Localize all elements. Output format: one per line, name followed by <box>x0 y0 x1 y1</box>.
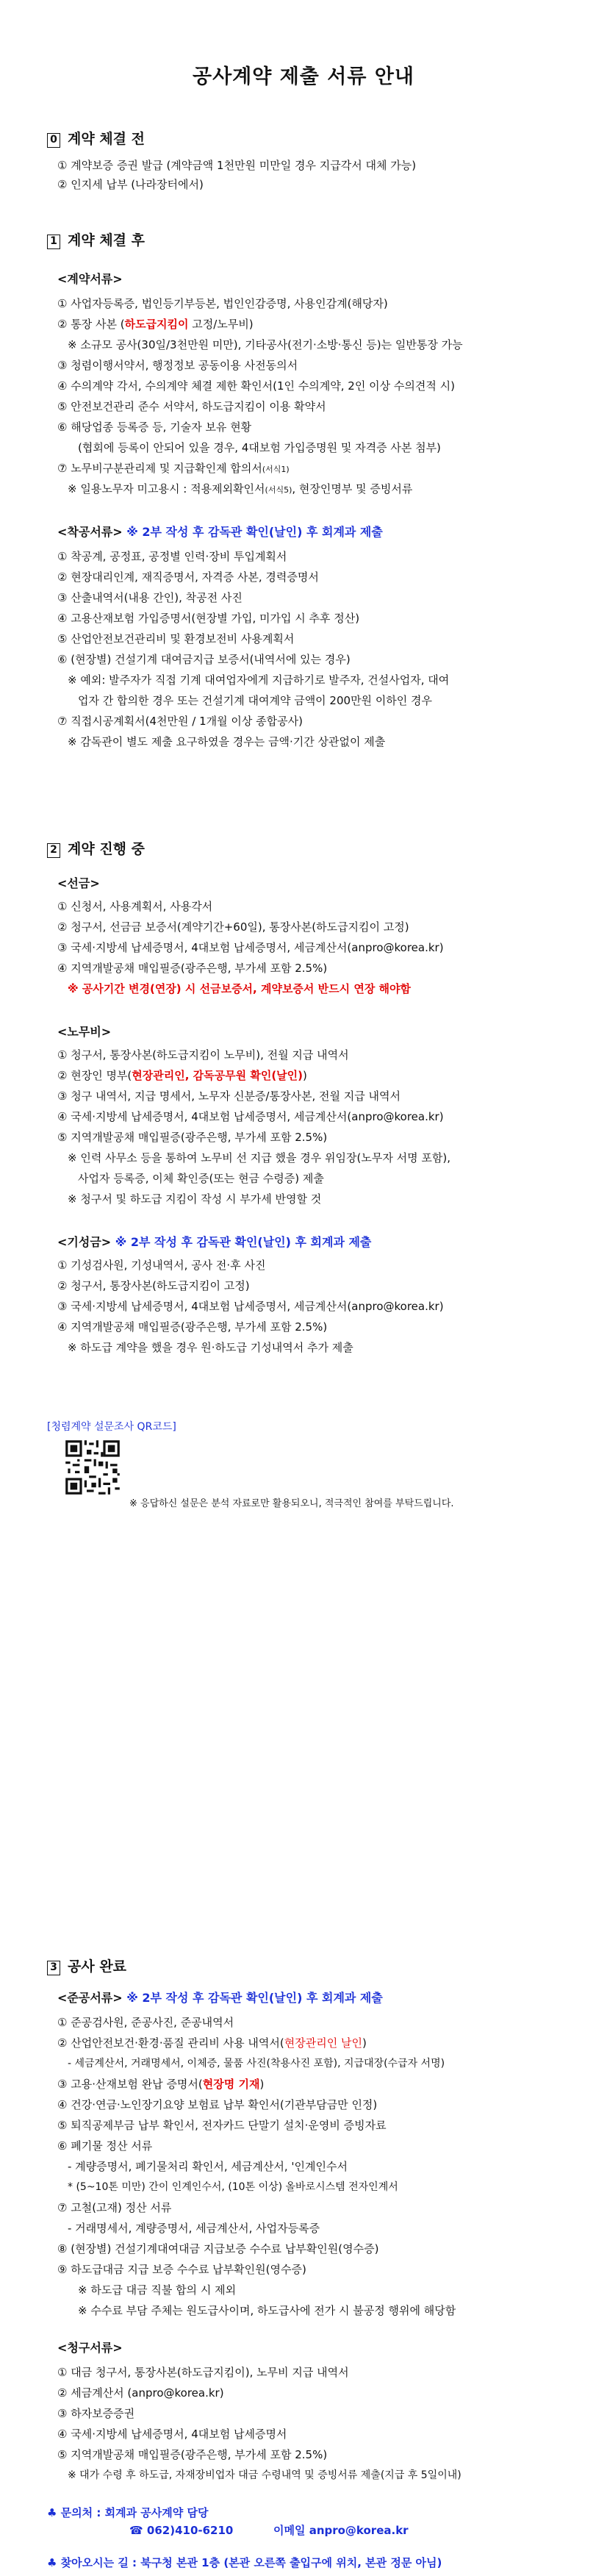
page-title: 공사계약 제출 서류 안내 <box>192 65 415 88</box>
list-item: ③ 청렴이행서약서, 행정정보 공동이용 사전동의서 <box>57 359 298 372</box>
location-info: ♣ 찾아오시는 길 : 북구청 본관 1층 (본관 오른쪽 출입구에 위치, 본관 정문 아님) <box>47 2556 442 2569</box>
note: ※ 예외: 발주자가 직접 기계 대여업자에게 지급하기로 발주자, 건설사업자, 대여 <box>68 673 450 687</box>
note: 업자 간 합의한 경우 또는 건설기계 대여계약 금액이 200만원 이하인 경우 <box>78 694 433 707</box>
list-item: ① 계약보증 증권 발급 (계약금액 1천만원 미만일 경우 지급각서 대체 가능) <box>57 159 417 172</box>
note: ※ 감독관이 별도 제출 요구하였을 경우는 금액·기간 상관없이 제출 <box>68 735 386 748</box>
section-1-number: 1 <box>47 235 60 249</box>
list-item: ⑥ 폐기물 정산 서류 <box>57 2139 153 2153</box>
list-item: ② 현장대리인계, 재직증명서, 자격증 사본, 경력증명서 <box>57 570 319 584</box>
list-item: ① 사업자등록증, 법인등기부등본, 법인인감증명, 사용인감계(해당자) <box>57 297 388 310</box>
list-item: ⑦ 노무비구분관리제 및 지급확인제 합의서(서식1) <box>57 462 290 475</box>
section-3-heading <box>47 1957 126 1976</box>
qr-label: [청렴계약 설문조사 QR코드] <box>47 1421 176 1433</box>
section-1-title: 계약 체결 후 <box>68 232 145 248</box>
list-item: ① 대금 청구서, 통장사본(하도급지킴이), 노무비 지급 내역서 <box>57 2366 349 2379</box>
list-item: ③ 국세·지방세 납세증명서, 4대보험 납세증명서, 세금계산서(anpro@korea.kr) <box>57 941 444 954</box>
warning-note: ※ 공사기간 변경(연장) 시 선금보증서, 계약보증서 반드시 연장 해야함 <box>68 982 412 995</box>
list-item: ② 인지세 납부 (나라장터에서) <box>57 178 204 191</box>
list-item-detail: - 세금계산서, 거래명세서, 이체증, 물품 사진(착용사진 포함), 지급대장(수급자 서명) <box>68 2058 445 2069</box>
qr-note: ※ 응답하신 설문은 분석 자료로만 활용되오니, 적극적인 참여를 부탁드립니다. <box>129 1498 454 1509</box>
list-item: ① 착공계, 공정표, 공정별 인력·장비 투입계획서 <box>57 550 287 563</box>
list-item-detail: * (5~10톤 미만) 간이 인계인수서, (10톤 이상) 올바로시스템 전자인계서 <box>68 2181 398 2193</box>
section-1-heading <box>47 231 145 250</box>
list-item: ⑦ 고철(고재) 정산 서류 <box>57 2201 172 2214</box>
list-item: ③ 청구 내역서, 지급 명세서, 노무자 신분증/통장사본, 전월 지급 내역서 <box>57 1090 401 1103</box>
list-item: ⑨ 하도급대금 지급 보증 수수료 납부확인원(영수증) <box>57 2263 306 2276</box>
note: ※ 일용노무자 미고용시 : 적용제외확인서(서식5), 현장인명부 및 증빙서류 <box>68 482 413 495</box>
list-item: ③ 국세·지방세 납세증명서, 4대보험 납세증명서, 세금계산서(anpro@korea.kr) <box>57 1300 444 1313</box>
note: ※ 하도급 대금 직불 합의 시 제외 <box>78 2283 237 2297</box>
list-item: ② 청구서, 통장사본(하도급지킴이 고정) <box>57 1279 250 1292</box>
contact-label: ♣ 문의처 : 회계과 공사계약 담당 <box>47 2506 209 2519</box>
section-0-title: 계약 체결 전 <box>68 131 145 147</box>
note: ※ 대가 수령 후 하도급, 자재장비업자 대금 수령내역 및 증빙서류 제출(지급 후 5일이내) <box>68 2469 461 2481</box>
note: ※ 수수료 부담 주체는 원도급사이며, 하도급사에 전가 시 불공정 행위에 해당함 <box>78 2304 456 2317</box>
list-item-detail: - 계량증명서, 폐기물처리 확인서, 세금계산서, '인계인수서 <box>68 2160 348 2173</box>
list-item: ① 준공검사원, 준공사진, 준공내역서 <box>57 2016 234 2029</box>
section-0-number: 0 <box>47 133 60 148</box>
note: ※ 인력 사무소 등을 통하여 노무비 선 지급 했을 경우 위임장(노무자 서명 포함), <box>68 1151 450 1164</box>
section-3-title: 공사 완료 <box>68 1958 127 1975</box>
labor-title: <노무비> <box>57 1025 112 1039</box>
list-item-detail: (협회에 등록이 안되어 있을 경우, 4대보험 가입증명원 및 자격증 사본 첨부) <box>78 441 441 454</box>
note: ※ 청구서 및 하도급 지킴이 작성 시 부가세 반영할 것 <box>68 1192 322 1206</box>
progress-title: <기성금> ※ 2부 작성 후 감독관 확인(날인) 후 회계과 제출 <box>57 1235 372 1249</box>
list-item: ⑤ 산업안전보건관리비 및 환경보전비 사용계획서 <box>57 632 295 645</box>
list-item: ④ 고용산재보험 가입증명서(현장별 가입, 미가입 시 추후 정산) <box>57 612 360 625</box>
list-item: ⑥ (현장별) 건설기계 대여금지급 보증서(내역서에 있는 경우) <box>57 653 351 666</box>
list-item: ② 청구서, 선금금 보증서(계약기간+60일), 통장사본(하도급지킴이 고정) <box>57 920 409 934</box>
list-item: ⑤ 지역개발공채 매입필증(광주은행, 부가세 포함 2.5%) <box>57 2448 328 2461</box>
section-3-number: 3 <box>47 1961 60 1975</box>
list-item: ① 기성검사원, 기성내역서, 공사 전·후 사진 <box>57 1259 266 1272</box>
list-item: ④ 건강·연금·노인장기요양 보험료 납부 확인서(기관부담금만 인정) <box>57 2098 378 2111</box>
section-2-title: 계약 진행 중 <box>68 841 145 857</box>
list-item: ④ 수의계약 각서, 수의계약 체결 제한 확인서(1인 수의계약, 2인 이상 수의견적 시) <box>57 379 455 393</box>
list-item: ⑧ (현장별) 건설기계대여대금 지급보증 수수료 납부확인원(영수증) <box>57 2242 379 2255</box>
list-item: ③ 고용·산재보험 완납 증명서(현장명 기재) <box>57 2078 265 2091</box>
list-item: ② 산업안전보건·환경·품질 관리비 사용 내역서(현장관리인 날인) <box>57 2036 367 2050</box>
contact-email: 이메일 anpro@korea.kr <box>273 2524 409 2537</box>
list-item: ④ 국세·지방세 납세증명서, 4대보험 납세증명서 <box>57 2427 287 2441</box>
section-2-number: 2 <box>47 843 60 858</box>
list-item: ④ 지역개발공채 매입필증(광주은행, 부가세 포함 2.5%) <box>57 1320 328 1334</box>
list-item: ② 현장인 명부(현장관리인, 감독공무원 확인(날인)) <box>57 1069 307 1082</box>
list-item: ② 통장 사본 (하도급지킴이 고정/노무비) <box>57 318 254 331</box>
list-item-detail: - 거래명세서, 계량증명서, 세금계산서, 사업자등록증 <box>68 2222 320 2235</box>
claim-title: <청구서류> <box>57 2341 123 2355</box>
list-item: ⑤ 안전보건관리 준수 서약서, 하도급지킴이 이용 확약서 <box>57 400 326 413</box>
start-docs-title: <착공서류> ※ 2부 작성 후 감독관 확인(날인) 후 회계과 제출 <box>57 525 383 539</box>
list-item: ③ 산출내역서(내용 간인), 착공전 사진 <box>57 591 243 604</box>
list-item: ④ 지역개발공채 매입필증(광주은행, 부가세 포함 2.5%) <box>57 962 328 975</box>
section-0-heading <box>47 129 145 149</box>
advance-title: <선금> <box>57 876 100 890</box>
list-item: ⑤ 지역개발공채 매입필증(광주은행, 부가세 포함 2.5%) <box>57 1131 328 1144</box>
note: 사업자 등록증, 이체 확인증(또는 현금 수령증) 제출 <box>78 1172 324 1185</box>
note: ※ 하도급 계약을 했을 경우 원·하도급 기성내역서 추가 제출 <box>68 1341 353 1354</box>
list-item: ① 청구서, 통장사본(하도급지킴이 노무비), 전월 지급 내역서 <box>57 1048 349 1062</box>
qr-code[interactable] <box>63 1438 122 1497</box>
contract-docs-title: <계약서류> <box>57 272 123 286</box>
section-2-heading <box>47 840 145 859</box>
list-item: ④ 국세·지방세 납세증명서, 4대보험 납세증명서, 세금계산서(anpro@korea.kr) <box>57 1110 444 1123</box>
list-item: ③ 하자보증증권 <box>57 2407 135 2420</box>
list-item: ⑥ 해당업종 등록증 등, 기술자 보유 현황 <box>57 421 252 434</box>
contact-phone: ☎ 062)410-6210 <box>129 2524 234 2537</box>
completion-title: <준공서류> ※ 2부 작성 후 감독관 확인(날인) 후 회계과 제출 <box>57 1991 383 2005</box>
list-item: ⑦ 직접시공계획서(4천만원 / 1개월 이상 종합공사) <box>57 715 303 728</box>
note: ※ 소규모 공사(30일/3천만원 미만), 기타공사(전기·소방·통신 등)는 일반통장 가능 <box>68 338 463 351</box>
list-item: ① 신청서, 사용계획서, 사용각서 <box>57 900 213 913</box>
list-item: ② 세금계산서 (anpro@korea.kr) <box>57 2386 224 2400</box>
list-item: ⑤ 퇴직공제부금 납부 확인서, 전자카드 단말기 설치·운영비 증빙자료 <box>57 2119 387 2132</box>
